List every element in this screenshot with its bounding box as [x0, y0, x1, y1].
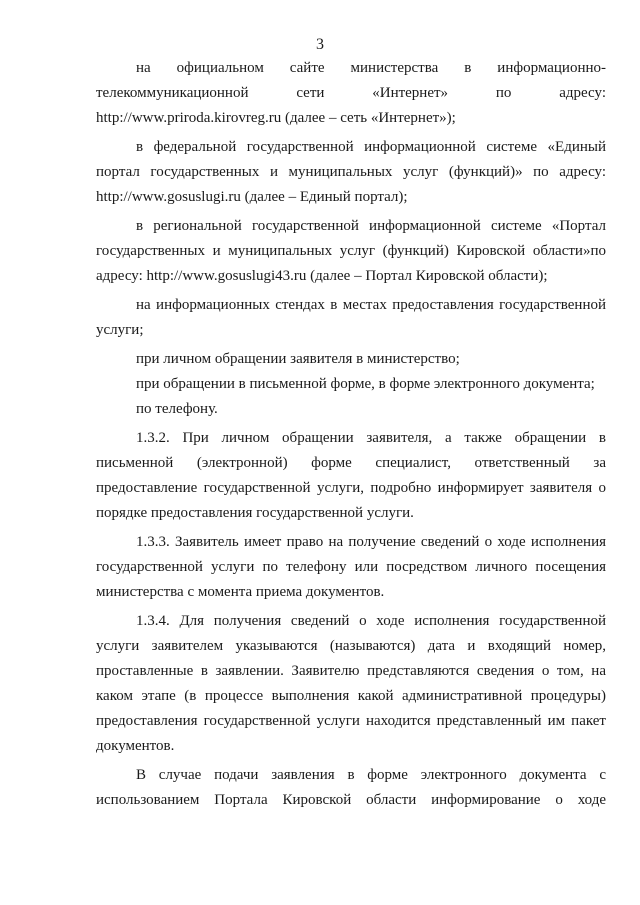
paragraph	[96, 293, 606, 343]
text-line: http://www.gosuslugi.ru (далее – Единый портал);	[96, 189, 408, 205]
paragraph	[96, 372, 606, 397]
text-line: каком этапе (в процессе выполнения какой административной процедуры)	[96, 688, 606, 704]
text-line: государственных и муниципальных услуг (функций) Кировской области»по	[96, 243, 606, 259]
text-line: на официальном сайте министерства в информационно-	[136, 60, 606, 76]
text-line: адресу: http://www.gosuslugi43.ru (далее – Портал Кировской области);	[96, 268, 548, 284]
text-line: в региональной государственной информационной системе «Портал	[136, 218, 606, 234]
text-line: на информационных стендах в местах предоставления государственной	[136, 297, 606, 313]
paragraph	[96, 763, 606, 813]
text-line: услуги заявителем указываются (называются) дата и входящий номер,	[96, 638, 606, 654]
paragraph	[96, 214, 606, 289]
text-line: телекоммуникационной сети «Интернет» по адресу:	[96, 85, 606, 101]
paragraph	[96, 135, 606, 210]
paragraph	[96, 609, 606, 759]
text-line: 1.3.4. Для получения сведений о ходе исполнения государственной	[136, 613, 606, 629]
page-number: 3	[316, 36, 324, 53]
paragraph	[96, 56, 606, 131]
text-line: портал государственных и муниципальных услуг (функций)» по адресу:	[96, 164, 606, 180]
text-line: http://www.priroda.kirovreg.ru (далее – сеть «Интернет»);	[96, 110, 456, 126]
text-line: государственной услуги по телефону или посредством личного посещения	[96, 559, 606, 575]
text-line: предоставления государственной услуги находится представленный им пакет	[96, 713, 606, 729]
text-line: 1.3.2. При личном обращении заявителя, а также обращении в	[136, 430, 606, 446]
text-line: услуги;	[96, 322, 144, 338]
text-line: при обращении в письменной форме, в форме электронного документа;	[136, 376, 595, 392]
text-line: по телефону.	[136, 401, 218, 417]
text-line: при личном обращении заявителя в министерство;	[136, 351, 460, 367]
paragraph	[96, 397, 606, 422]
text-line: предоставление государственной услуги, подробно информирует заявителя о	[96, 480, 606, 496]
text-line: В случае подачи заявления в форме электронного документа с	[136, 767, 606, 783]
text-line: министерства с момента приема документов.	[96, 584, 385, 600]
text-line: документов.	[96, 738, 175, 754]
text-line: использованием Портала Кировской области информирование о ходе	[96, 792, 606, 808]
text-line: 1.3.3. Заявитель имеет право на получение сведений о ходе исполнения	[136, 534, 606, 550]
paragraph	[96, 530, 606, 605]
text-line: письменной (электронной) форме специалист, ответственный за	[96, 455, 606, 471]
text-line: проставленные в заявлении. Заявителю представляются сведения о том, на	[96, 663, 606, 679]
document-body	[96, 56, 606, 813]
text-line: в федеральной государственной информационной системе «Единый	[136, 139, 606, 155]
paragraph	[96, 347, 606, 372]
text-line: порядке предоставления государственной услуги.	[96, 505, 414, 521]
paragraph	[96, 426, 606, 526]
